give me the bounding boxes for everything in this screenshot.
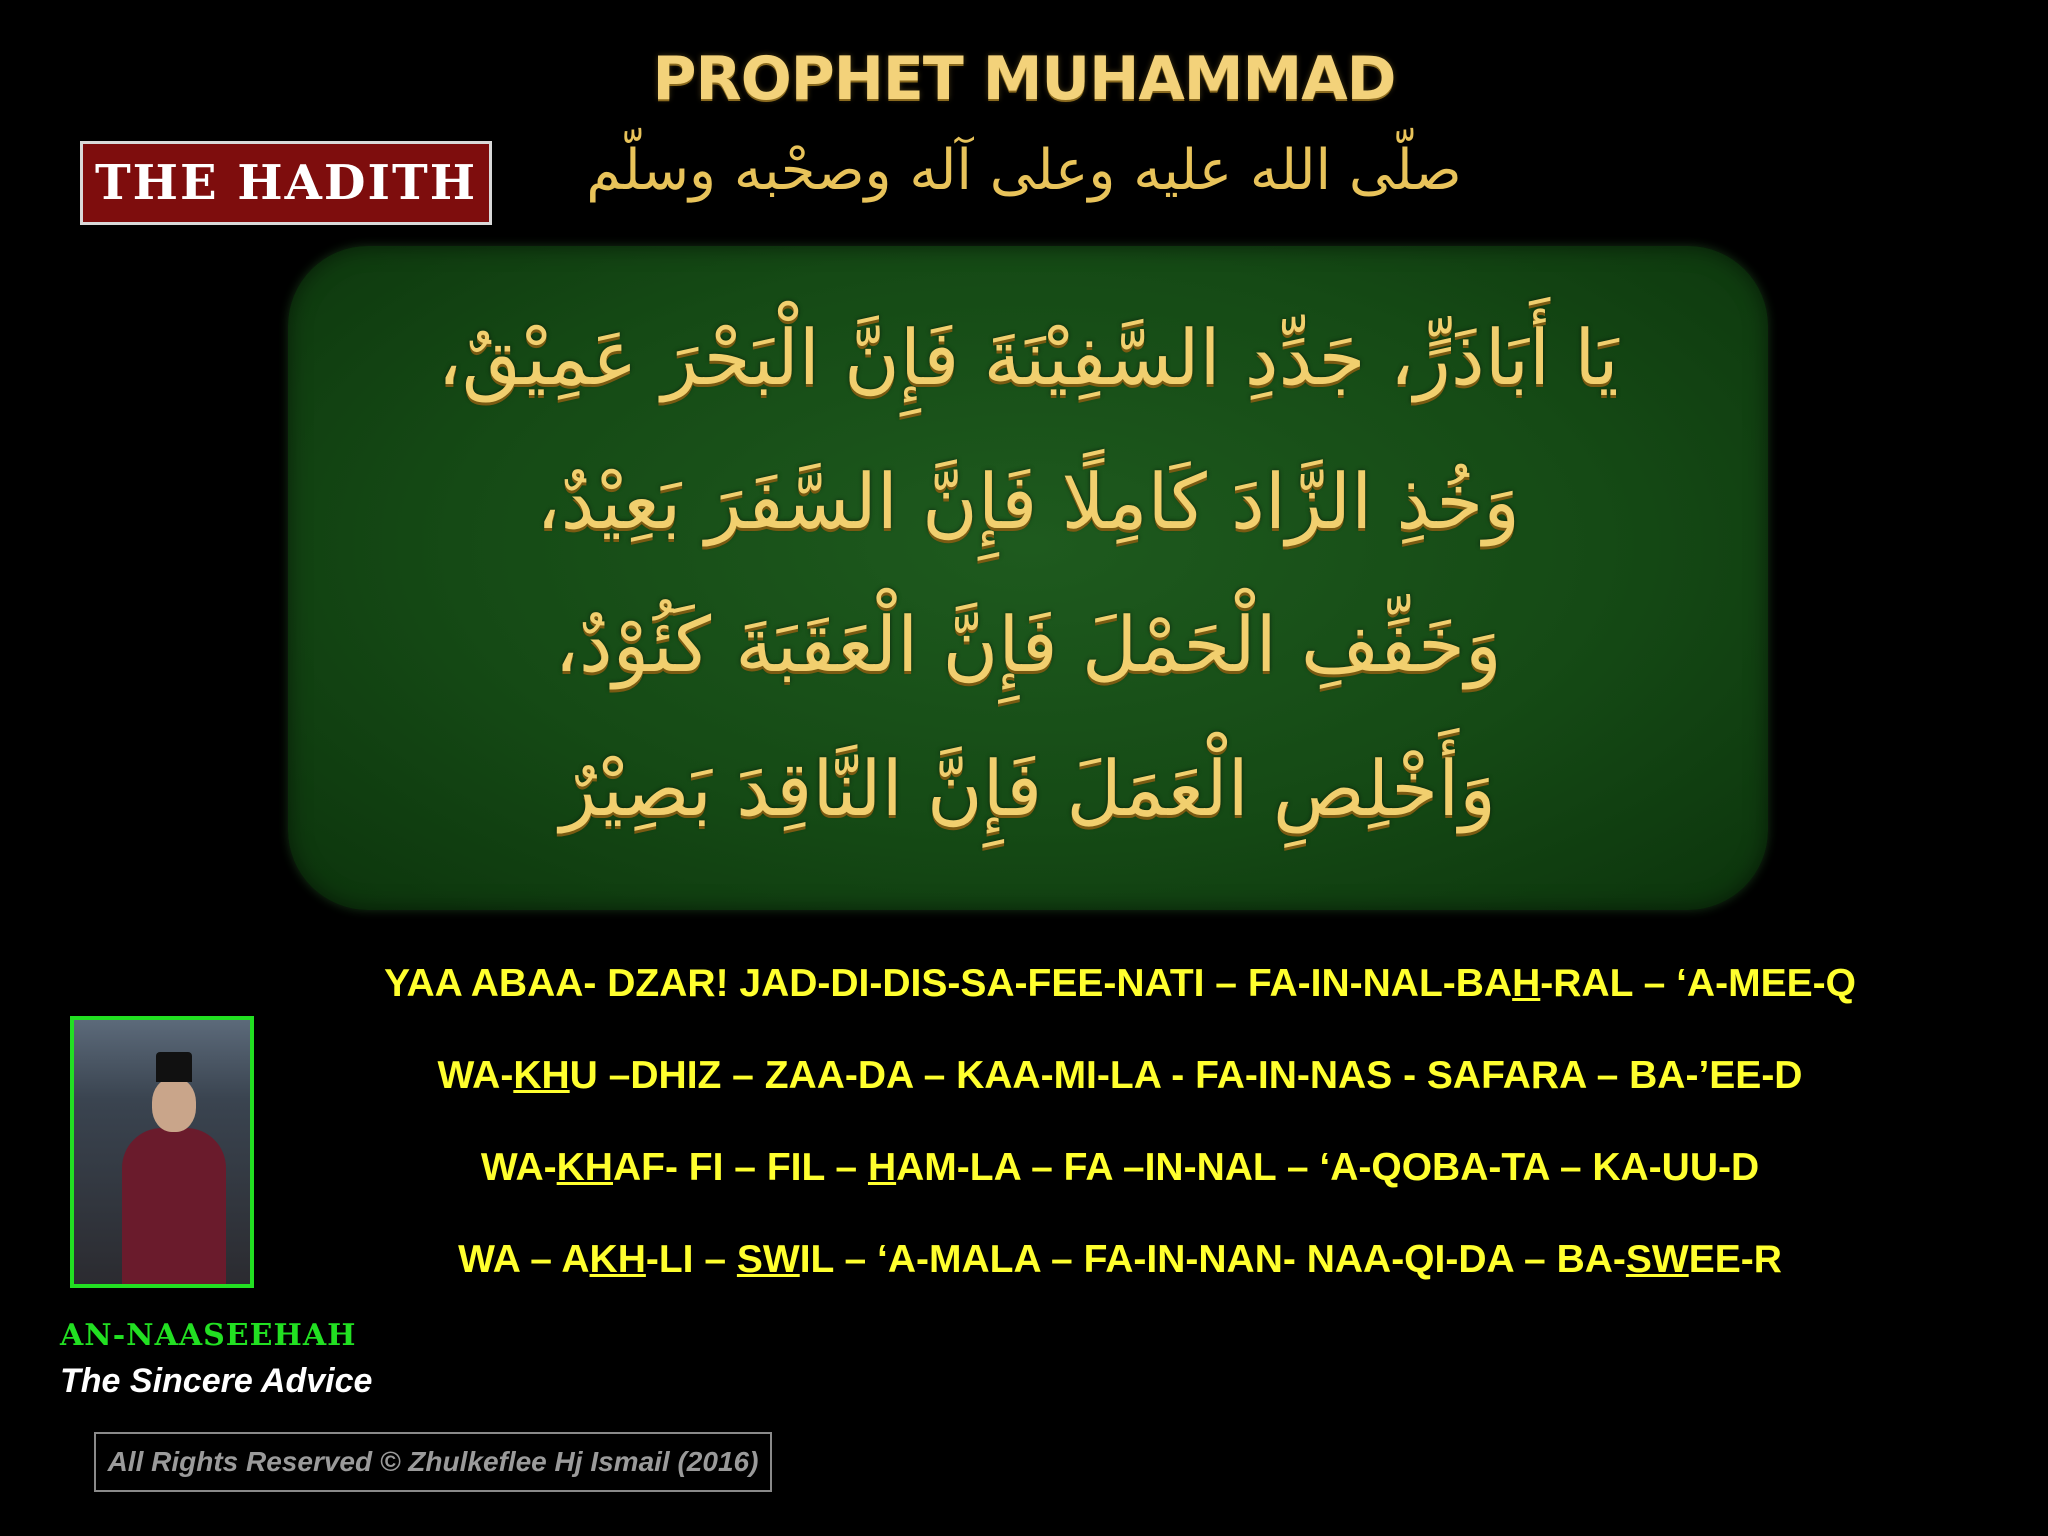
transliteration-underlined-segment: H — [867, 1146, 897, 1189]
transliteration-line — [230, 1238, 2010, 1282]
transliteration-segment: WA – A — [458, 1238, 590, 1281]
salawat-text: صلّى الله عليه وعلى آله وصحْبه وسلّم — [586, 138, 1462, 203]
transliteration-segment: AF- FI – FIL – — [612, 1146, 868, 1189]
hadith-arabic-line: وَأَخْلِصِ الْعَمَلَ فَإِنَّ النَّاقِدَ بَصِيْرٌ — [560, 743, 1496, 833]
transliteration-underlined-segment: H — [1512, 962, 1541, 1005]
transliteration-segment: U –DHIZ – ZAA-DA – KAA-MI-LA - FA-IN-NAS - SAFARA – BA-’EE-D — [569, 1054, 1803, 1097]
author-photo-face — [152, 1078, 196, 1132]
transliteration-segment: IL – ‘A-MALA – FA-IN-NAN- NAA-QI-DA – BA- — [799, 1238, 1626, 1281]
transliteration-segment: EE-R — [1688, 1238, 1782, 1281]
transliteration-segment: AM-LA – FA –IN-NAL – ‘A-QOBA-TA – KA-UU-D — [896, 1146, 1760, 1189]
author-photo-cap — [156, 1052, 192, 1082]
transliteration-underlined-segment: KH — [513, 1054, 570, 1097]
copyright-text: All Rights Reserved © Zhulkeflee Hj Ismail (2016) — [107, 1446, 759, 1477]
page-title: PROPHET MUHAMMAD — [652, 44, 1396, 114]
hadith-arabic-line: وَخُذِ الزَّادَ كَامِلًا فَإِنَّ السَّفَرَ بَعِيْدٌ، — [536, 456, 1520, 546]
transliteration-segment: YAA ABAA- DZAR! JAD-DI-DIS-SA-FEE-NATI – FA-IN-NAL-BA — [384, 962, 1513, 1005]
transliteration-underlined-segment: KH — [589, 1238, 646, 1281]
section-badge-label: THE HADITH — [94, 155, 478, 211]
transliteration-underlined-segment: KH — [556, 1146, 613, 1189]
transliteration-underlined-segment: SW — [736, 1238, 800, 1281]
transliteration-segment: -RAL – ‘A-MEE-Q — [1540, 962, 1856, 1005]
transliteration-underlined-segment: SW — [1625, 1238, 1689, 1281]
transliteration-segment: WA- — [437, 1054, 514, 1097]
transliteration-line — [230, 962, 2010, 1006]
transliteration-line — [230, 1054, 2010, 1098]
hadith-arabic-line: يَا أَبَاذَرٍّ، جَدِّدِ السَّفِيْنَةَ فَإِنَّ الْبَحْرَ عَمِيْقٌ، — [437, 313, 1619, 403]
author-photo — [70, 1016, 254, 1288]
hadith-panel — [288, 246, 1768, 910]
transliteration-line — [230, 1146, 2010, 1190]
author-tagline: The Sincere Advice — [60, 1362, 373, 1400]
transliteration-segment: WA- — [480, 1146, 557, 1189]
author-brand: AN-NAASEEHAH — [60, 1318, 357, 1353]
hadith-arabic-line: وَخَفِّفِ الْحَمْلَ فَإِنَّ الْعَقَبَةَ كَئُوْدٌ، — [554, 600, 1502, 690]
author-photo-body — [122, 1128, 226, 1288]
section-badge — [80, 141, 492, 225]
copyright-notice — [94, 1432, 772, 1492]
transliteration-segment: -LI – — [645, 1238, 737, 1281]
